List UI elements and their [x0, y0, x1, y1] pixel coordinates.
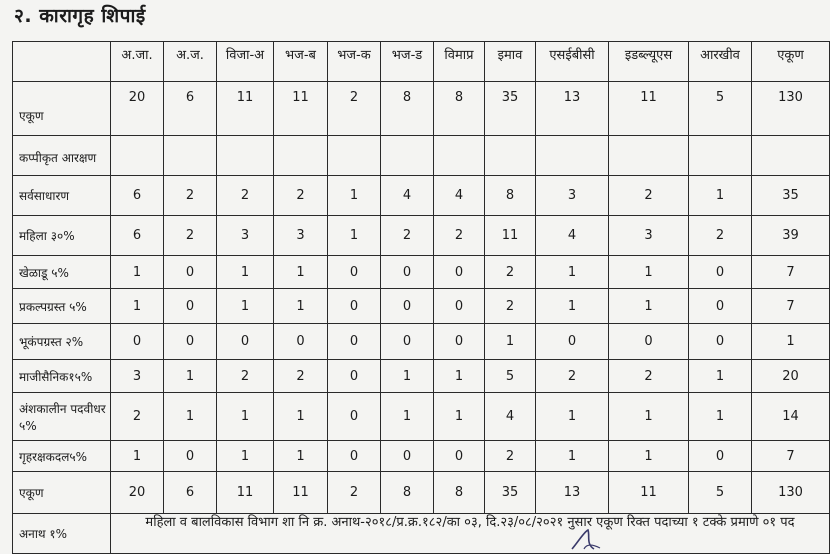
table-cell: 2 [217, 360, 274, 393]
table-cell: 1 [609, 256, 689, 289]
table-cell: 11 [274, 82, 328, 136]
table-cell: 20 [111, 82, 164, 136]
table-cell: 2 [164, 216, 217, 256]
table-cell: 2 [485, 441, 536, 472]
footer-note: महिला व बालविकास विभाग शा नि क्र. अनाथ-२०१८/प्र.क्र.१८२/का ०३, दि.२३/०८/२०२१ नुसार एकूण रिक्त पदाच्या १ टक्के प्रमाणे ०१ पद [111, 514, 830, 554]
column-header: एकूण [752, 42, 830, 82]
row-label: कप्पीकृत आरक्षण [13, 136, 111, 176]
table-cell [381, 136, 434, 176]
column-header: भज-क [328, 42, 381, 82]
row-label: गृहरक्षकदल५% [13, 441, 111, 472]
column-header: विमाप्र [434, 42, 485, 82]
table-cell: 1 [536, 289, 609, 324]
table-cell: 4 [536, 216, 609, 256]
column-header: एसईबीसी [536, 42, 609, 82]
table-row [13, 82, 830, 136]
table-cell: 2 [609, 360, 689, 393]
table-cell: 1 [434, 393, 485, 441]
table-cell: 0 [381, 324, 434, 360]
table-cell: 1 [217, 289, 274, 324]
table-cell: 0 [328, 324, 381, 360]
table-cell: 1 [274, 256, 328, 289]
page-title: २. कारागृह शिपाई [14, 5, 146, 27]
table-cell: 4 [485, 393, 536, 441]
table-cell: 1 [609, 289, 689, 324]
table-cell: 1 [164, 360, 217, 393]
header-corner [13, 42, 111, 82]
table-cell: 1 [536, 441, 609, 472]
table-cell: 7 [752, 289, 830, 324]
table-cell [328, 136, 381, 176]
table-cell: 0 [328, 289, 381, 324]
table-cell: 1 [274, 441, 328, 472]
table-cell: 5 [689, 472, 752, 514]
table-cell: 0 [434, 289, 485, 324]
table-cell: 5 [485, 360, 536, 393]
table-cell: 11 [217, 82, 274, 136]
table-cell: 2 [485, 289, 536, 324]
table-cell: 7 [752, 441, 830, 472]
table-cell: 20 [111, 472, 164, 514]
signature-mark [566, 528, 606, 550]
column-header: अ.ज. [164, 42, 217, 82]
table-row [13, 393, 830, 441]
table-cell: 2 [111, 393, 164, 441]
table-cell: 0 [164, 289, 217, 324]
table-cell: 2 [536, 360, 609, 393]
table-cell: 1 [381, 360, 434, 393]
header-row [13, 42, 830, 82]
table-cell: 1 [274, 393, 328, 441]
column-header: अ.जा. [111, 42, 164, 82]
table-cell: 2 [274, 360, 328, 393]
table-row [13, 176, 830, 216]
table-cell: 0 [689, 289, 752, 324]
row-label: एकूण [13, 82, 111, 136]
table-cell: 0 [536, 324, 609, 360]
table-cell: 0 [328, 360, 381, 393]
table-cell: 39 [752, 216, 830, 256]
row-label: माजीसैनिक१५% [13, 360, 111, 393]
table-cell: 11 [609, 82, 689, 136]
table-cell: 0 [689, 441, 752, 472]
table-cell: 130 [752, 82, 830, 136]
table-cell: 0 [328, 441, 381, 472]
table-cell: 0 [689, 324, 752, 360]
table-cell: 1 [328, 176, 381, 216]
table-cell: 14 [752, 393, 830, 441]
table-cell: 4 [434, 176, 485, 216]
table-cell [689, 136, 752, 176]
footer-label: अनाथ १% [13, 514, 111, 554]
table-row [13, 441, 830, 472]
table-cell [111, 136, 164, 176]
column-header: विजा-अ [217, 42, 274, 82]
column-header: आरखीव [689, 42, 752, 82]
table-cell: 11 [609, 472, 689, 514]
table-cell: 1 [752, 324, 830, 360]
table-cell: 0 [328, 393, 381, 441]
table-cell: 130 [752, 472, 830, 514]
row-label: एकूण [13, 472, 111, 514]
table-row [13, 472, 830, 514]
table-cell: 0 [609, 324, 689, 360]
table-cell: 0 [434, 441, 485, 472]
table-cell: 11 [274, 472, 328, 514]
table-cell: 2 [381, 216, 434, 256]
table-cell: 0 [381, 289, 434, 324]
table-cell [752, 136, 830, 176]
table-cell: 0 [164, 324, 217, 360]
table-cell: 6 [111, 176, 164, 216]
table-cell [274, 136, 328, 176]
table-row [13, 216, 830, 256]
table-cell: 1 [689, 176, 752, 216]
table-row [13, 289, 830, 324]
table-cell [536, 136, 609, 176]
table-cell: 2 [274, 176, 328, 216]
table-cell: 20 [752, 360, 830, 393]
table-cell: 2 [217, 176, 274, 216]
table-cell: 0 [689, 256, 752, 289]
table-cell [609, 136, 689, 176]
table-cell: 1 [274, 289, 328, 324]
table-cell: 5 [689, 82, 752, 136]
table-cell: 1 [328, 216, 381, 256]
table-cell: 11 [485, 216, 536, 256]
table-cell: 0 [274, 324, 328, 360]
table-cell: 0 [381, 441, 434, 472]
table-cell: 8 [381, 82, 434, 136]
row-label: प्रकल्पग्रस्त ५% [13, 289, 111, 324]
table-cell: 0 [164, 441, 217, 472]
table-cell: 13 [536, 82, 609, 136]
table-cell: 1 [689, 393, 752, 441]
table-cell: 1 [609, 393, 689, 441]
table-row [13, 256, 830, 289]
table-cell: 8 [434, 472, 485, 514]
table-cell: 35 [752, 176, 830, 216]
table-cell: 6 [164, 472, 217, 514]
table-cell: 2 [328, 472, 381, 514]
table-cell: 1 [111, 289, 164, 324]
table-cell: 3 [217, 216, 274, 256]
table-cell: 11 [217, 472, 274, 514]
row-label: सर्वसाधारण [13, 176, 111, 216]
table-cell: 3 [536, 176, 609, 216]
row-label: खेळाडू ५% [13, 256, 111, 289]
table-cell: 1 [536, 256, 609, 289]
table-cell: 1 [609, 441, 689, 472]
table-cell: 1 [111, 441, 164, 472]
table-cell: 6 [164, 82, 217, 136]
table-cell: 35 [485, 82, 536, 136]
table-cell: 2 [689, 216, 752, 256]
table-cell: 4 [381, 176, 434, 216]
table-cell: 1 [164, 393, 217, 441]
column-header: इमाव [485, 42, 536, 82]
table-cell [434, 136, 485, 176]
row-label: महिला ३०% [13, 216, 111, 256]
table-cell: 7 [752, 256, 830, 289]
table-cell: 1 [217, 256, 274, 289]
footer-row [13, 514, 830, 554]
table-cell: 35 [485, 472, 536, 514]
table-row [13, 360, 830, 393]
table-cell: 2 [434, 216, 485, 256]
table-cell: 8 [485, 176, 536, 216]
table-cell: 0 [328, 256, 381, 289]
row-label: अंशकालीन पदवीधर ५% [13, 393, 111, 441]
table-cell: 13 [536, 472, 609, 514]
table-cell: 2 [328, 82, 381, 136]
reservation-table [12, 41, 830, 554]
table-cell: 0 [111, 324, 164, 360]
table-cell: 8 [381, 472, 434, 514]
table-cell: 1 [217, 393, 274, 441]
table-cell [217, 136, 274, 176]
table-cell: 1 [536, 393, 609, 441]
table-cell: 2 [164, 176, 217, 216]
table-cell: 0 [381, 256, 434, 289]
table-cell: 3 [274, 216, 328, 256]
table-row [13, 324, 830, 360]
table-cell: 8 [434, 82, 485, 136]
table-cell [485, 136, 536, 176]
table-cell: 6 [111, 216, 164, 256]
column-header: इडब्ल्यूएस [609, 42, 689, 82]
table-cell: 2 [609, 176, 689, 216]
table-cell: 1 [689, 360, 752, 393]
table-cell: 3 [609, 216, 689, 256]
table-cell [164, 136, 217, 176]
table-cell: 0 [217, 324, 274, 360]
table-cell: 1 [485, 324, 536, 360]
table-cell: 1 [111, 256, 164, 289]
table-cell: 1 [381, 393, 434, 441]
row-label: भूकंपग्रस्त २% [13, 324, 111, 360]
table-cell: 3 [111, 360, 164, 393]
column-header: भज-ड [381, 42, 434, 82]
column-header: भज-ब [274, 42, 328, 82]
table-cell: 0 [434, 256, 485, 289]
table-row [13, 136, 830, 176]
table-cell: 1 [217, 441, 274, 472]
table-cell: 0 [434, 324, 485, 360]
table-cell: 2 [485, 256, 536, 289]
table-cell: 0 [164, 256, 217, 289]
table-cell: 1 [434, 360, 485, 393]
